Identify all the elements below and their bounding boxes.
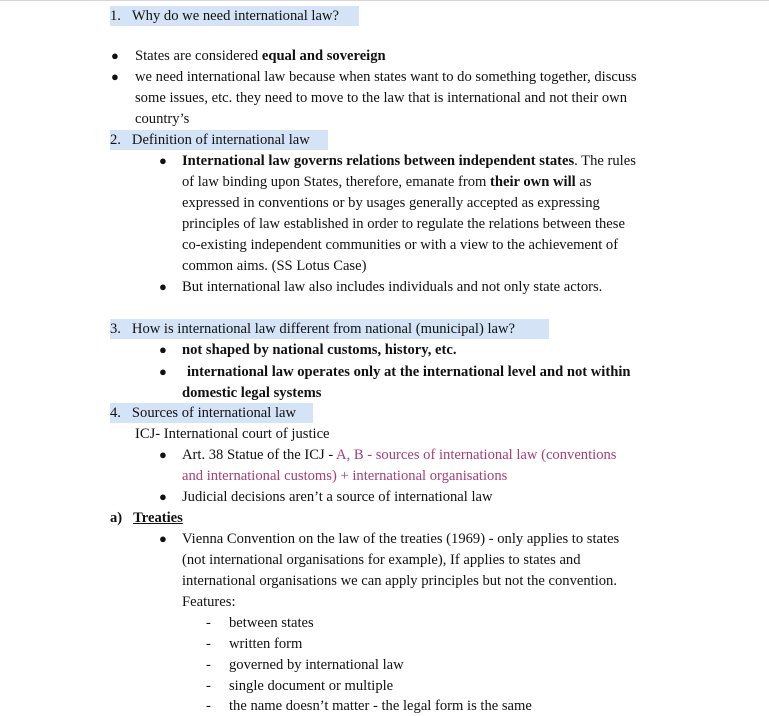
bold-text: their own will <box>490 174 576 190</box>
bullet-icon: ● <box>159 531 167 546</box>
section-title: Definition of international law <box>131 132 310 148</box>
feature-item: written form <box>229 636 303 652</box>
list-item <box>135 46 386 66</box>
section-title: How is international law different from national (municipal) law? <box>131 321 516 337</box>
subsection-label: a) <box>110 510 123 526</box>
section-number: 4. <box>110 405 121 421</box>
list-item-line: principles of law established in order to regulate the relations between these <box>182 216 625 232</box>
bold-text: equal and sovereign <box>261 48 386 64</box>
section-title: Why do we need international law? <box>131 8 339 24</box>
text-run: as <box>575 174 592 190</box>
dash-bullet-icon: - <box>206 615 211 631</box>
list-item-line: Vienna Convention on the law of the treaties (1969) - only applies to states <box>182 531 620 547</box>
section-heading-3 <box>110 319 549 339</box>
bullet-icon: ● <box>159 342 167 357</box>
section-number: 2. <box>110 132 121 148</box>
dash-bullet-icon: - <box>206 636 211 652</box>
section-number: 3. <box>110 321 121 337</box>
text-run: . The rules <box>574 153 636 169</box>
dash-bullet-icon: - <box>206 657 211 673</box>
list-item-line: country’s <box>135 111 190 127</box>
section-heading-1 <box>110 6 359 26</box>
text-run: States are considered <box>135 48 262 64</box>
bullet-icon: ● <box>159 364 167 379</box>
list-item-line: Features: <box>182 594 236 610</box>
list-item-line <box>187 362 631 382</box>
dash-bullet-icon: - <box>206 698 211 714</box>
subsection-title: Treaties <box>133 510 183 526</box>
list-item <box>182 340 456 360</box>
list-item-line <box>182 383 321 403</box>
feature-item: governed by international law <box>229 657 404 673</box>
list-item-line <box>182 445 616 465</box>
list-item-line: some issues, etc. they need to move to the law that is international and not their own <box>135 90 628 106</box>
list-item-line <box>182 151 636 171</box>
list-item-line <box>182 172 592 192</box>
list-item-line: expressed in conventions or by usages generally accepted as expressing <box>182 195 600 211</box>
section-heading-4 <box>110 403 313 423</box>
list-item-line: and international customs) + international organisations <box>182 468 508 484</box>
bullet-icon: ● <box>111 69 119 84</box>
section-title: Sources of international law <box>131 405 297 421</box>
list-item-line: co-existing independent communities or with a view to the achievement of <box>182 237 619 253</box>
bullet-icon: ● <box>159 153 167 168</box>
text-run: Art. 38 Statue of the ICJ - <box>182 447 337 463</box>
bold-text: international law operates only at the international level and not within <box>187 364 631 380</box>
bold-text: International law governs relations between independent states <box>182 153 575 169</box>
bold-text: not shaped by national customs, history, etc. <box>182 342 457 358</box>
list-item-line: we need international law because when states want to do something together, discuss <box>135 69 637 85</box>
bold-text: domestic legal systems <box>182 385 322 401</box>
bullet-icon: ● <box>111 48 119 63</box>
colored-text: A, B - sources of international law (conventions <box>336 447 617 463</box>
list-item-line: international organisations we can apply principles but not the convention. <box>182 573 618 589</box>
list-item-line: common aims. (SS Lotus Case) <box>182 258 367 274</box>
list-item: But international law also includes individuals and not only state actors. <box>182 279 603 295</box>
list-item-line: (not international organisations for example), If applies to states and <box>182 552 581 568</box>
feature-item: the name doesn’t matter - the legal form is the same <box>229 698 532 714</box>
feature-item: single document or multiple <box>229 678 394 694</box>
top-divider <box>0 0 769 1</box>
bullet-icon: ● <box>159 279 167 294</box>
text-run: of law binding upon States, therefore, emanate from <box>182 174 490 190</box>
paragraph: ICJ- International court of justice <box>135 426 330 442</box>
list-item: Judicial decisions aren’t a source of international law <box>182 489 493 505</box>
dash-bullet-icon: - <box>206 678 211 694</box>
section-number: 1. <box>110 8 121 24</box>
section-heading-2 <box>110 130 328 150</box>
feature-item: between states <box>229 615 314 631</box>
bullet-icon: ● <box>159 447 167 462</box>
subsection-heading <box>110 508 183 528</box>
bullet-icon: ● <box>159 489 167 504</box>
